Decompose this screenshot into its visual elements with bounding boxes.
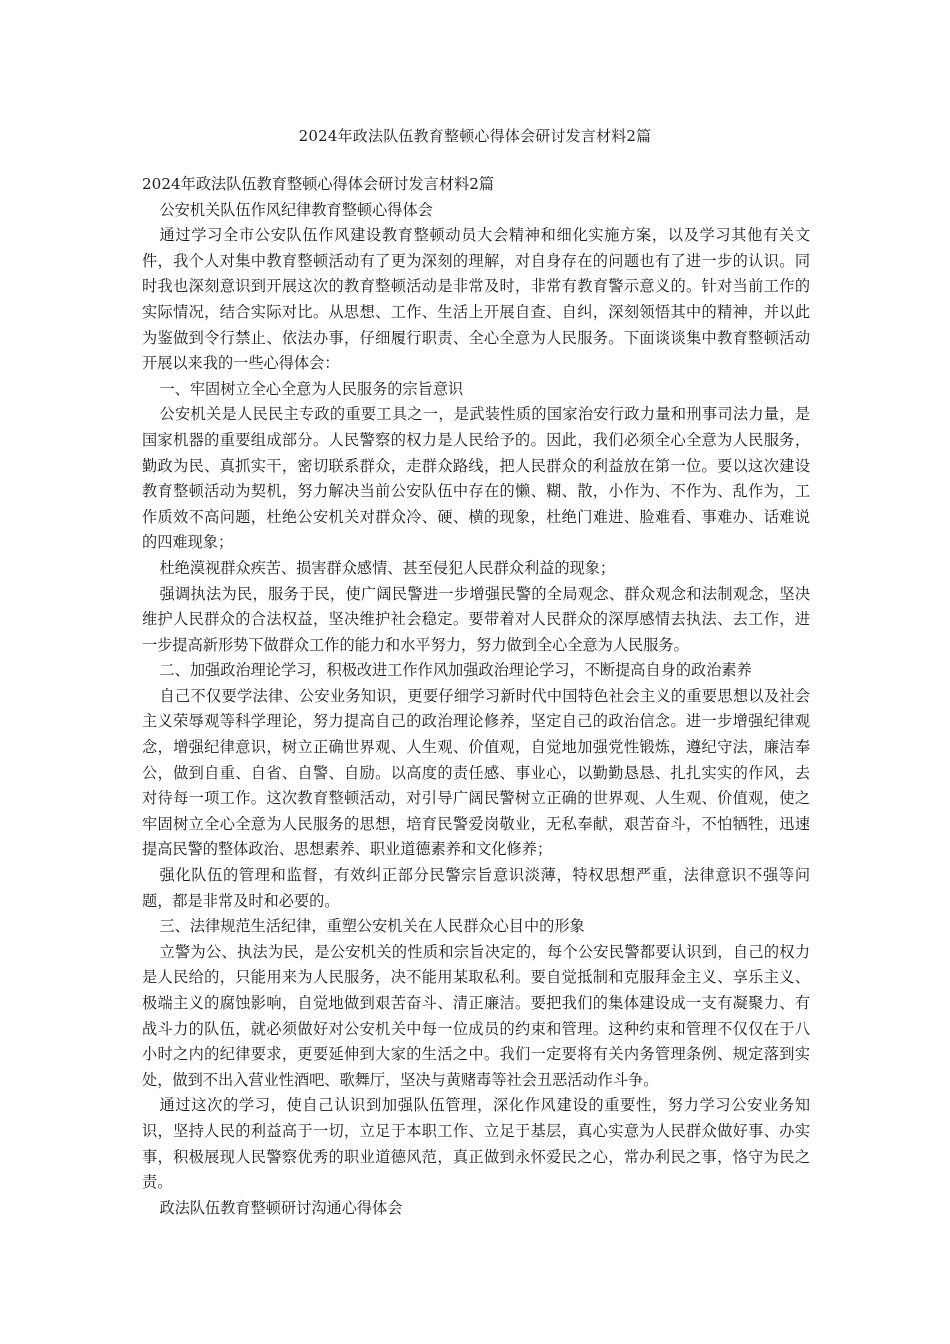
heading-3: 三、法律规范生活纪律，重塑公安机关在人民群众心目中的形象 bbox=[159, 917, 585, 936]
subtitle-line: 2024年政法队伍教育整顿心得体会研讨发言材料2篇 bbox=[142, 175, 495, 193]
document-body bbox=[142, 172, 810, 1221]
paragraph-intro: 通过学习全市公安队伍作风建设教育整顿动员大会精神和细化实施方案，以及学习其他有关文件，我个人对集中教育整顿活动有了更为深刻的理解，对自身存在的问题也有了进一步的认识。同时我也深刻意识到开展这次的教育整顿活动是非常及时，非常有教育警示意义的。针对当前工作的实际情况，结合实际对比。从思想、工作、生活上开展自查、自纠，深刻领悟其中的精神，并以此为鉴做到令行禁止、依法办事，仔细履行职责、全心全意为人民服务。下面谈谈集中教育整顿活动开展以来我的一些心得体会： bbox=[142, 226, 810, 373]
section-title-2: 政法队伍教育整顿研讨沟通心得体会 bbox=[159, 1198, 403, 1217]
paragraph-conclusion: 通过这次的学习，使自己认识到加强队伍管理，深化作风建设的重要性，努力学习公安业务知识，坚持人民的利益高于一切，立足于本职工作、立足于基层，真心实意为人民群众做好事、办实事，积极展现人民警察优秀的职业道德风范，真正做到永怀爱民之心，常办利民之事，恪守为民之责。 bbox=[142, 1096, 810, 1192]
paragraph: 强调执法为民，服务于民，使广阔民警进一步增强民警的全局观念、群众观念和法制观念，坚决维护人民群众的合法权益，坚决维护社会稳定。要带着对人民群众的深厚感情去执法、去工作，进一步提高新形势下做群众工作的能力和水平努力，努力做到全心全意为人民服务。 bbox=[142, 584, 810, 654]
section-title-1: 公安机关队伍作风纪律教育整顿心得体会 bbox=[159, 200, 433, 219]
heading-2: 二、加强政治理论学习，积极改进工作作风加强政治理论学习，不断提高自身的政治素养 bbox=[159, 661, 752, 680]
paragraph: 杜绝漠视群众疾苦、损害群众感情、甚至侵犯人民群众利益的现象； bbox=[159, 558, 616, 577]
paragraph: 立警为公、执法为民，是公安机关的性质和宗旨决定的，每个公安民警都要认识到，自己的权力是人民给的，只能用来为人民服务，决不能用某取私利。要自觉抵制和克服拜金主义、享乐主义、极端主义的腐蚀影响，自觉地做到艰苦奋斗、清正廉洁。要把我们的集体建设成一支有凝聚力、有战斗力的队伍，就必须做好对公安机关中每一位成员的约束和管理。这种约束和管理不仅仅在于八小时之内的纪律要求，更要延伸到大家的生活之中。我们一定要将有关内务管理条例、规定落到实处，做到不出入营业性酒吧、歌舞厅，坚决与黄赌毒等社会丑恶活动作斗争。 bbox=[142, 942, 810, 1089]
paragraph: 强化队伍的管理和监督，有效纠正部分民警宗旨意识淡薄，特权思想严重，法律意识不强等问题，都是非常及时和必要的。 bbox=[142, 866, 810, 910]
document-title: 2024年政法队伍教育整顿心得体会研讨发言材料2篇 bbox=[298, 127, 652, 145]
paragraph: 公安机关是人民民主专政的重要工具之一，是武装性质的国家治安行政力量和刑事司法力量，是国家机器的重要组成部分。人民警察的权力是人民给予的。因此，我们必须全心全意为人民服务，勤政为民、真抓实干，密切联系群众，走群众路线，把人民群众的利益放在第一位。要以这次建设教育整顿活动为契机，努力解决当前公安队伍中存在的懒、糊、散，小作为、不作为、乱作为，工作质效不高问题，杜绝公安机关对群众冷、硬、横的现象，杜绝门难进、脸难看、事难办、话难说的四难现象； bbox=[142, 405, 810, 552]
heading-1: 一、牢固树立全心全意为人民服务的宗旨意识 bbox=[159, 379, 464, 398]
paragraph: 自己不仅要学法律、公安业务知识，更要仔细学习新时代中国特色社会主义的重要思想以及社会主义荣辱观等科学理论，努力提高自己的政治理论修养，坚定自己的政治信念。进一步增强纪律观念，增强纪律意识，树立正确世界观、人生观、价值观，自觉地加强党性锻炼，遵纪守法，廉洁奉公，做到自重、自省、自警、自励。以高度的责任感、事业心，以勤勤恳恳、扎扎实实的作风，去对待每一项工作。这次教育整顿活动，对引导广阔民警树立正确的世界观、人生观、价值观，使之牢固树立全心全意为人民服务的思想，培育民警爱岗敬业，无私奉献，艰苦奋斗，不怕牺牲，迅速提高民警的整体政治、思想素养、职业道德素养和文化修养； bbox=[142, 686, 810, 859]
